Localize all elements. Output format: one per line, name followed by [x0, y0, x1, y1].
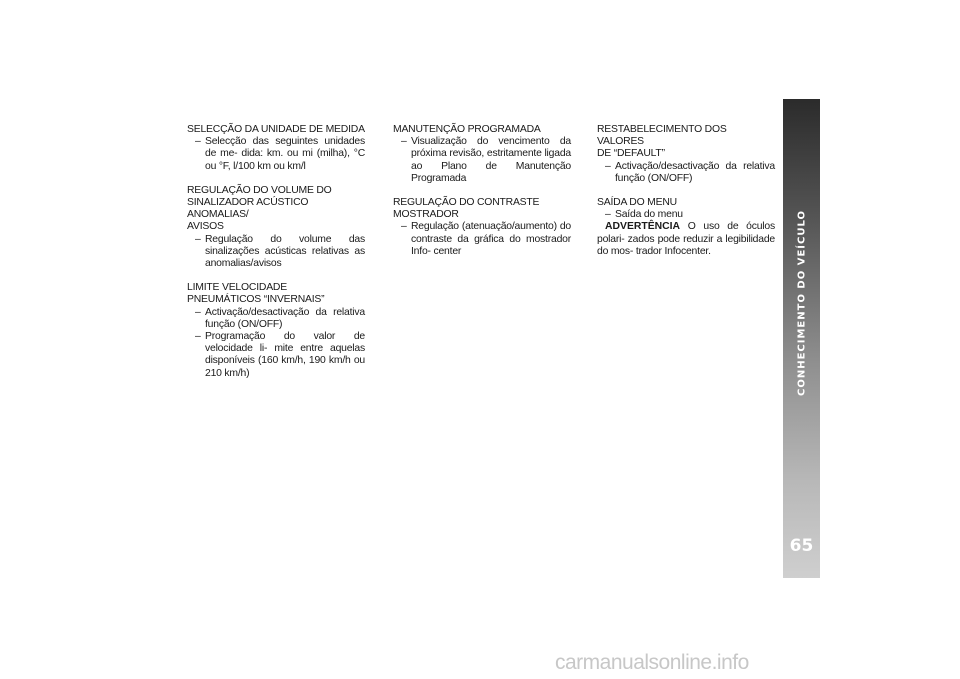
column-2 — [393, 124, 571, 258]
warning-paragraph — [597, 221, 775, 258]
page-number: 65 — [789, 536, 814, 556]
list-item-text: Activação/desactivação da relativa função (ON/OFF) — [205, 306, 365, 330]
column-3 — [597, 124, 775, 258]
list-item-text: Programação do valor de velocidade li- mite entre aquelas disponíveis (160 km/h, 190 km/h ou 210 km/h) — [205, 331, 365, 379]
list-item — [187, 234, 365, 271]
section-title: SAÍDA DO MENU — [597, 197, 677, 209]
list-item — [597, 209, 775, 221]
dash: – — [195, 331, 201, 343]
chapter-sidebar — [783, 99, 820, 578]
list-item — [393, 136, 571, 185]
section-title: SELECÇÃO DA UNIDADE DE MEDIDA — [187, 124, 365, 135]
list-item-text: Activação/desactivação da relativa função (ON/OFF) — [615, 160, 775, 184]
section-title: AVISOS — [187, 221, 224, 233]
warning-text: O uso de óculos polari- zados pode reduzir a legibilidade do mos- trador Infocenter. — [597, 221, 775, 257]
dash: – — [401, 221, 407, 233]
section-title: DE “DEFAULT” — [597, 148, 665, 160]
section-title: MANUTENÇÃO PROGRAMADA — [393, 124, 541, 135]
chapter-title-text: CONHECIMENTO DO VEÍCULO — [796, 210, 807, 396]
section-title: LIMITE VELOCIDADE — [187, 282, 287, 294]
list-item — [393, 221, 571, 258]
dash: – — [605, 209, 611, 221]
dash: – — [195, 136, 201, 148]
list-item — [597, 161, 775, 185]
dash: – — [401, 136, 407, 148]
list-item-text: Regulação do volume das sinalizações acústicas relativas as anomalias/avisos — [205, 233, 365, 270]
dash: – — [195, 306, 201, 318]
list-item — [187, 136, 365, 173]
section-title: PNEUMÁTICOS “INVERNAIS” — [187, 294, 325, 306]
chapter-title — [783, 210, 820, 396]
section-title: SINALIZADOR ACÚSTICO ANOMALIAS/ — [187, 197, 309, 221]
warning-label: ADVERTÊNCIA — [605, 221, 681, 233]
section-title: REGULAÇÃO DO CONTRASTE MOSTRADOR — [393, 197, 540, 221]
list-item-text: Regulação (atenuação/aumento) do contraste da gráfica do mostrador Info- center — [411, 221, 571, 257]
dash: – — [195, 233, 201, 245]
dash: – — [605, 160, 611, 172]
column-1 — [187, 124, 365, 380]
section-title: RESTABELECIMENTO DOS VALORES — [597, 124, 727, 148]
section-title: REGULAÇÃO DO VOLUME DO — [187, 184, 332, 196]
list-item — [187, 307, 365, 331]
list-item — [187, 331, 365, 380]
list-item-text: Saída do menu — [615, 209, 683, 221]
list-item-text: Selecção das seguintes unidades de me- dida: km. ou mi (milha), °C ou °F, l/100 km ou km/l — [205, 136, 365, 172]
watermark: carmanualsonline.info — [555, 651, 749, 674]
list-item-text: Visualização do vencimento da próxima revisão, estritamente ligada ao Plano de Manutenção Programada — [411, 136, 571, 184]
